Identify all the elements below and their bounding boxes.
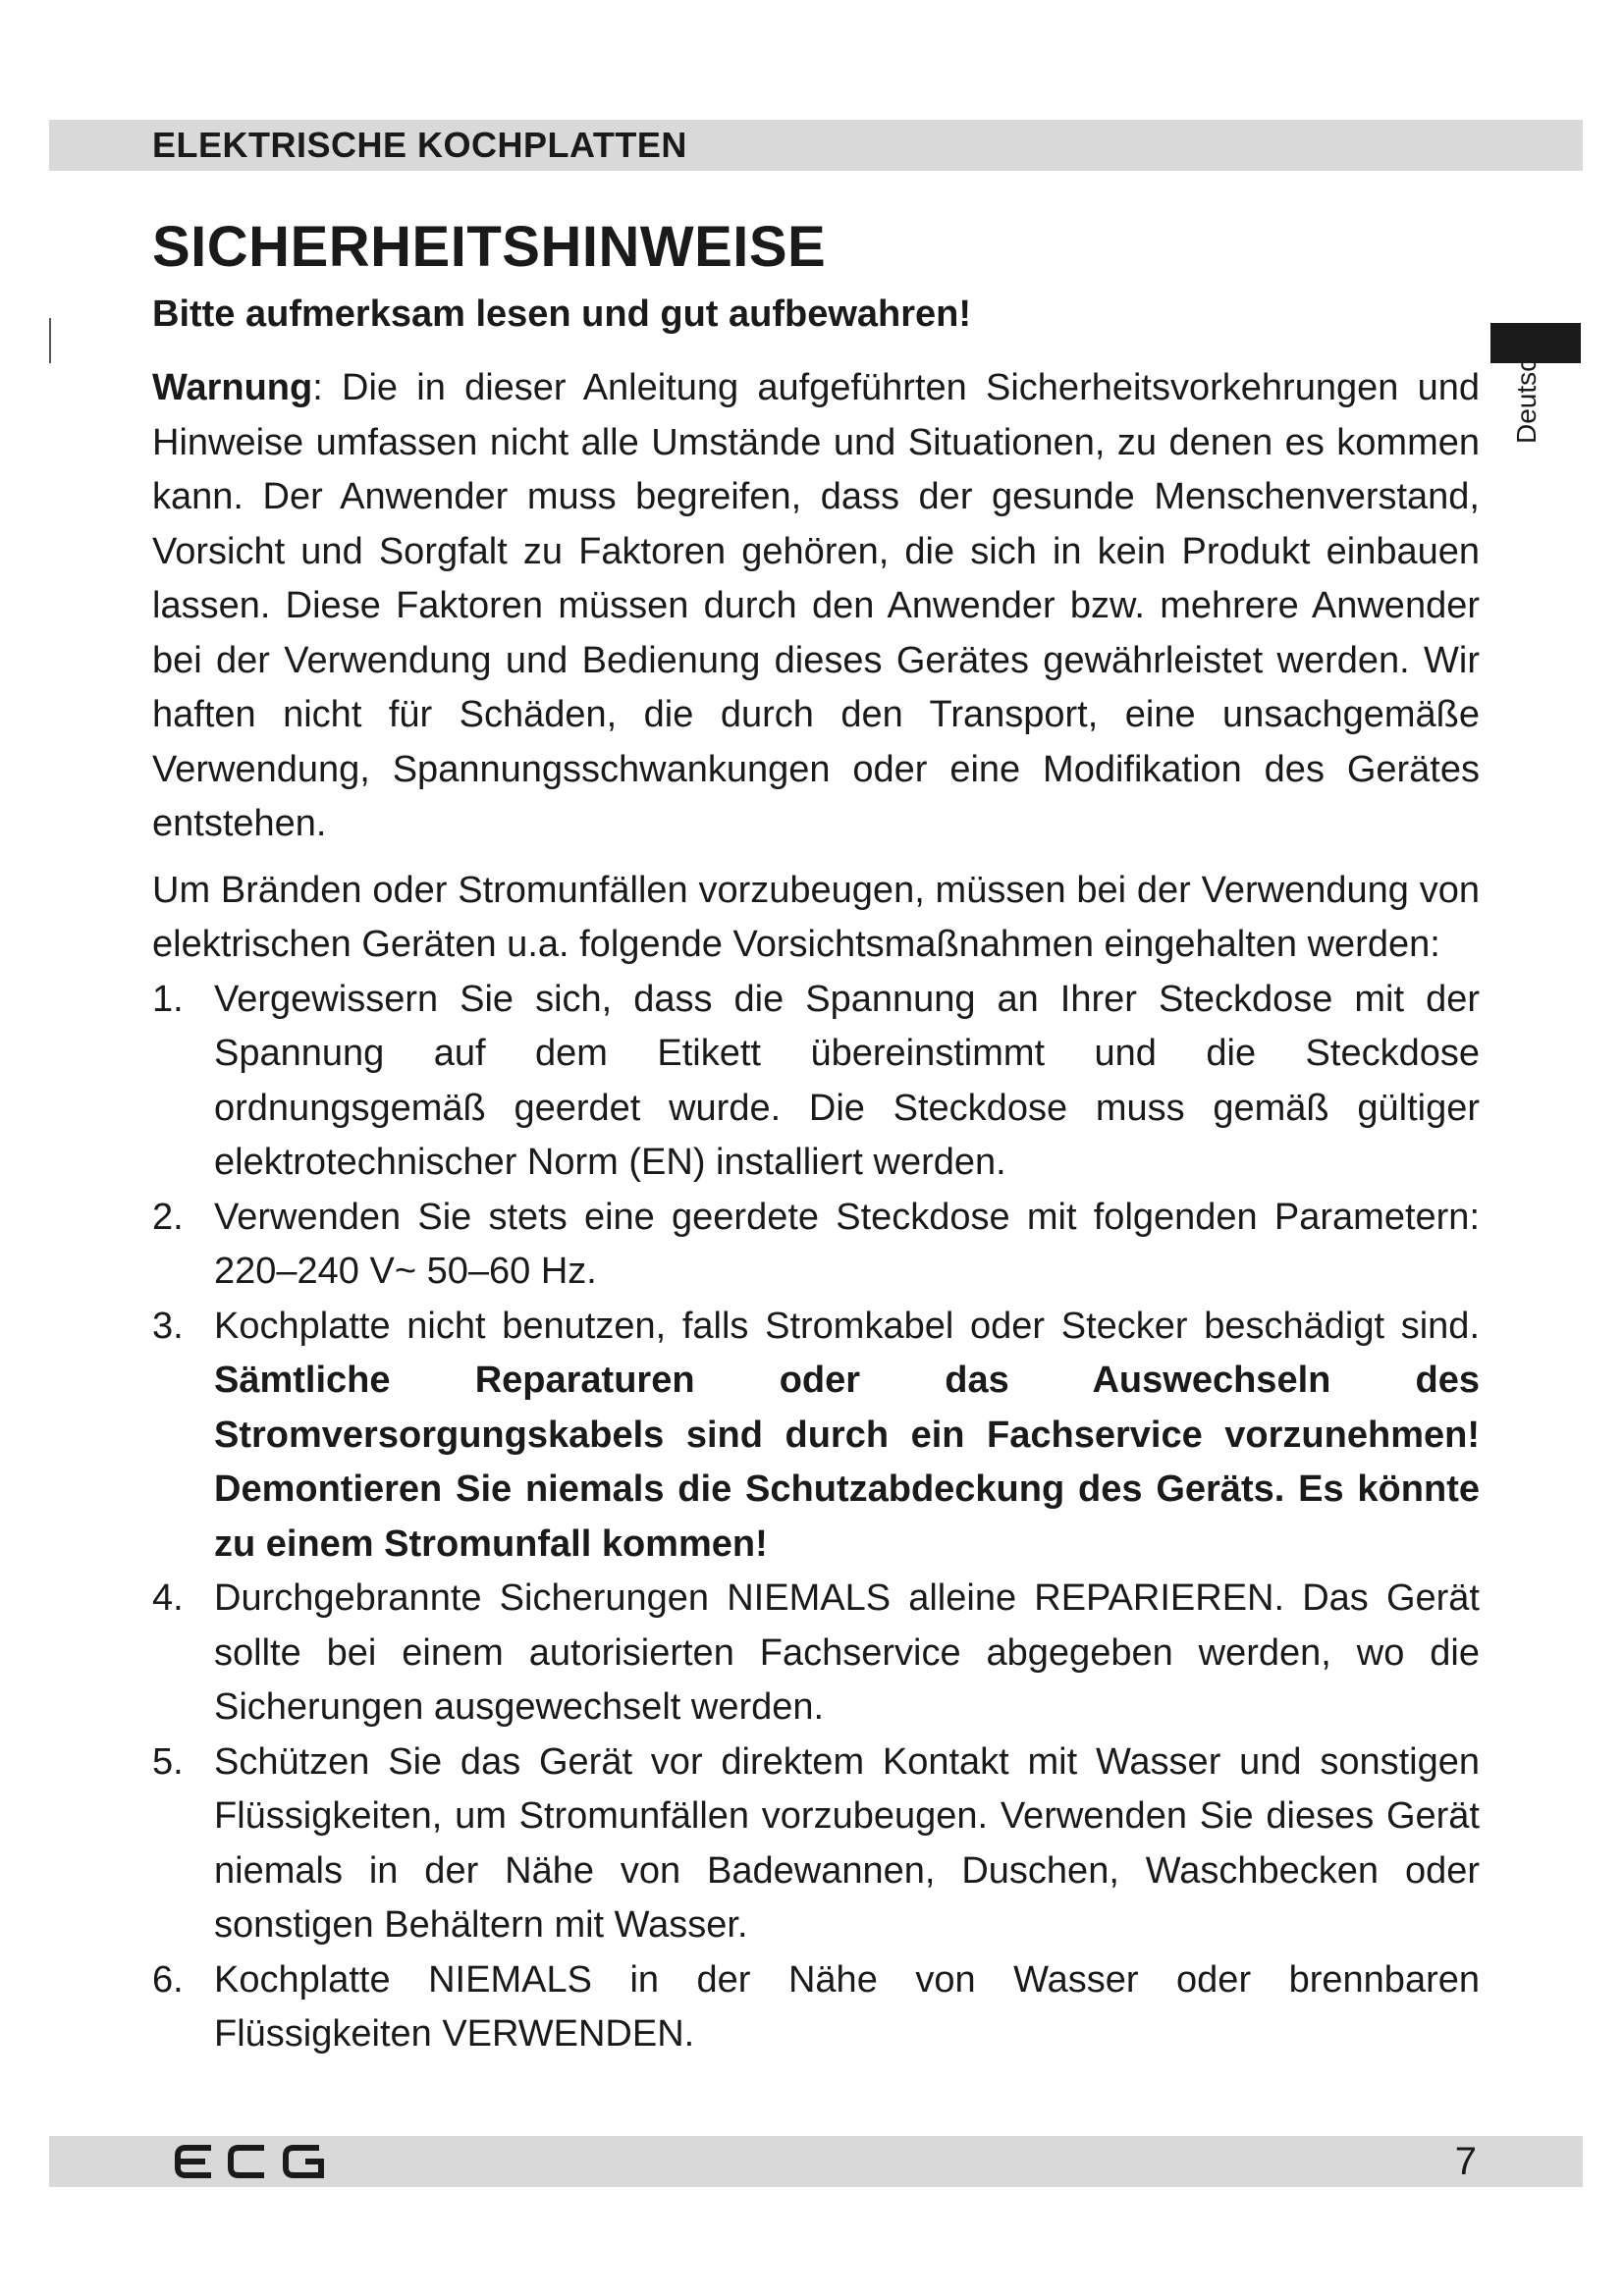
item-number: 3. xyxy=(152,1305,184,1347)
page-title: SICHERHEITSHINWEISE xyxy=(152,215,827,279)
list-item xyxy=(152,1191,1480,1300)
item-bold-text: Sämtliche Reparaturen oder das Auswechseln des Stromversorgungskabels sind durch ein Fachservice vorzunehmen! Demontieren Sie niemals die Schutzabdeckung des Geräts. Es könnte zu einem Stromunfall kommen! xyxy=(214,1360,1480,1565)
list-item xyxy=(152,1953,1480,2062)
ecg-logo-mark xyxy=(172,2140,329,2183)
item-number: 4. xyxy=(152,1577,184,1619)
header-band xyxy=(49,120,1583,171)
ecg-logo xyxy=(172,2140,329,2188)
content-body xyxy=(152,361,1480,2062)
list-item xyxy=(152,1572,1480,1735)
item-number: 6. xyxy=(152,1958,184,2001)
language-label: Deutsch xyxy=(1511,343,1542,444)
item-text: Kochplatte nicht benutzen, falls Stromkabel oder Stecker beschädigt sind. xyxy=(214,1305,1480,1347)
warning-label: Warnung xyxy=(152,367,313,408)
margin-mark xyxy=(49,318,51,363)
subtitle: Bitte aufmerksam lesen und gut aufbewahren! xyxy=(152,294,972,335)
item-number: 2. xyxy=(152,1196,184,1238)
warning-paragraph xyxy=(152,361,1480,852)
item-text: Durchgebrannte Sicherungen NIEMALS alleine REPARIEREN. Das Gerät sollte bei einem autorisierten Fachservice abgegeben werden, wo die Sicherungen ausgewechselt werden. xyxy=(214,1577,1480,1728)
page-number: 7 xyxy=(1454,2140,1477,2183)
list-item xyxy=(152,973,1480,1191)
warning-separator: : xyxy=(312,367,343,408)
item-number: 5. xyxy=(152,1740,184,1783)
safety-list xyxy=(152,973,1480,2062)
warning-text: Die in dieser Anleitung aufgeführten Sicherheitsvorkehrungen und Hinweise umfassen nicht alle Umstände und Situationen, zu denen es kommen kann. Der Anwender muss begreifen, dass der gesunde Menschenverstand, Vorsicht und Sorgfalt zu Faktoren gehören, die sich in kein Produkt einbauen lassen. Diese Faktoren müssen durch den Anwender bzw. mehrere Anwender bei der Verwendung und Bedienung dieses Gerätes gewährleistet werden. Wir haften nicht für Schäden, die durch den Transport, eine unsachgemäße Verwendung, Spannungsschwankungen oder eine Modifikation des Gerätes entstehen. xyxy=(152,367,1480,844)
item-text: Verwenden Sie stets eine geerdete Steckdose mit folgenden Parametern: 220–240 V~ 50–60 Hz. xyxy=(214,1196,1480,1292)
section-header: ELEKTRISCHE KOCHPLATTEN xyxy=(152,125,687,165)
footer-band xyxy=(49,2136,1583,2187)
list-item xyxy=(152,1300,1480,1573)
intro-paragraph: Um Bränden oder Stromunfällen vorzubeugen, müssen bei der Verwendung von elektrischen Geräten u.a. folgende Vorsichtsmaßnahmen eingehalten werden: xyxy=(152,869,1480,965)
item-text: Vergewissern Sie sich, dass die Spannung an Ihrer Steckdose mit der Spannung auf dem Etikett übereinstimmt und die Steckdose ordnungsgemäß geerdet wurde. Die Steckdose muss gemäß gültiger elektrotechnischer Norm (EN) installiert werden. xyxy=(214,978,1480,1183)
list-item xyxy=(152,1735,1480,1953)
item-number: 1. xyxy=(152,978,184,1020)
item-text: Schützen Sie das Gerät vor direktem Kontakt mit Wasser und sonstigen Flüssigkeiten, um Stromunfällen vorzubeugen. Verwenden Sie dieses Gerät niemals in der Nähe von Badewannen, Duschen, Waschbecken oder sonstigen Behältern mit Wasser. xyxy=(214,1740,1480,1946)
item-text: Kochplatte NIEMALS in der Nähe von Wasser oder brennbaren Flüssigkeiten VERWENDEN. xyxy=(214,1958,1480,2055)
